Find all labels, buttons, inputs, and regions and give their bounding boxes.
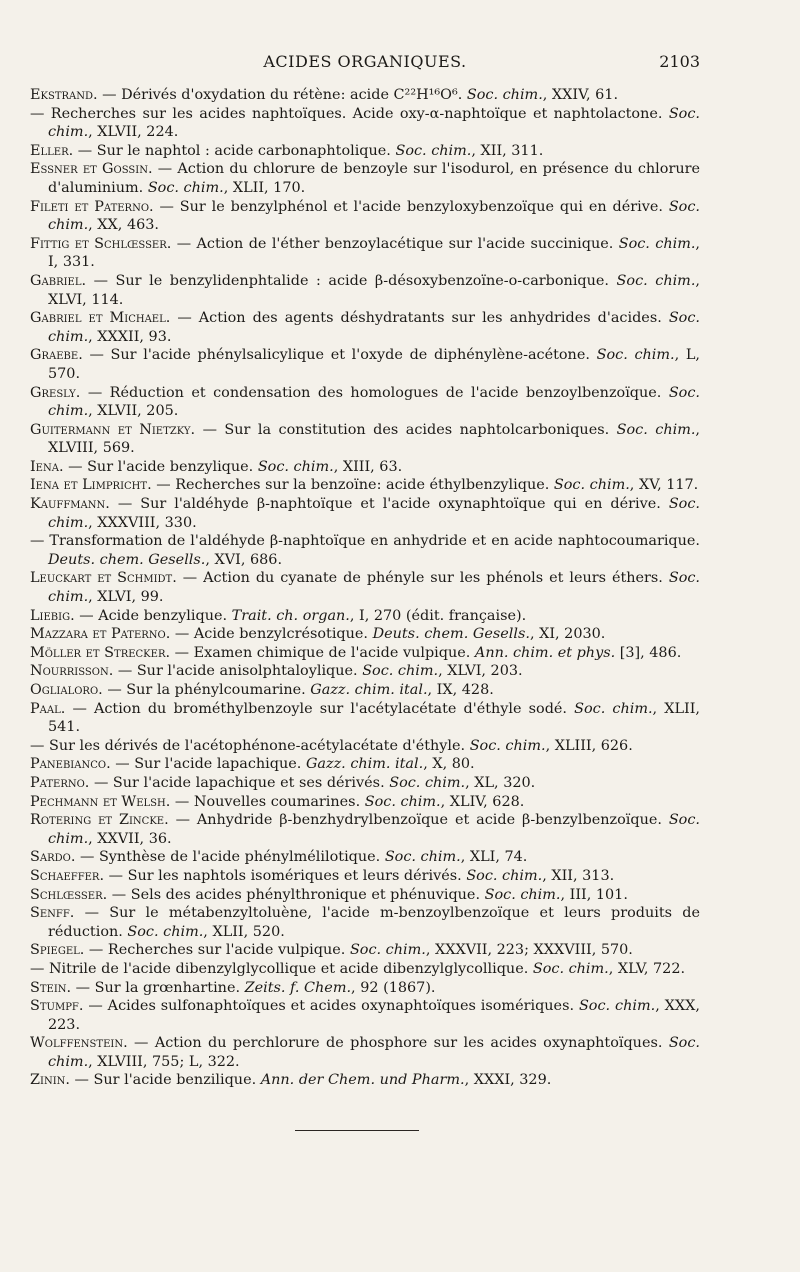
entry-reference: , XII, 313. (542, 867, 615, 884)
page-number: 2103 (659, 52, 700, 71)
entry-journal: Soc. chim. (349, 942, 426, 959)
bibliography-entry (30, 662, 700, 681)
entry-title: — Dérivés d'oxydation du rétène: acide C²²H¹⁶O⁶. (97, 87, 467, 103)
entry-reference: , XLVI, 114. (48, 272, 700, 308)
entry-title: — Anhydride β-benzhydrylbenzoïque et acide β-benzylbenzoïque. (168, 812, 669, 829)
bibliography-entry (30, 737, 700, 756)
entry-journal: Soc. chim. (48, 812, 700, 847)
entry-reference: , 92 (1867). (351, 979, 436, 996)
entry-journal: Ann. chim. et phys. (474, 644, 616, 661)
bibliography-entry (30, 105, 700, 142)
bibliography-entry (30, 458, 700, 477)
entry-author: Panebianco. (30, 756, 111, 773)
entry-journal: Trait. ch. organ. (231, 607, 350, 624)
entry-journal: Soc. chim. (362, 663, 439, 680)
entry-journal: Soc. chim. (48, 496, 700, 531)
entry-journal: Soc. chim. (48, 198, 700, 234)
entry-title: — Sur l'acide lapachique et ses dérivés. (89, 774, 390, 791)
entry-title: — Action des agents déshydratants sur les anhydrides d'acides. (170, 310, 669, 327)
bibliography-entry (30, 532, 700, 569)
entry-journal: Soc. chim. (553, 477, 630, 494)
entry-journal: Gazz. chim. ital. (305, 756, 424, 773)
entry-author: Fileti et Paterno. (30, 198, 154, 215)
entry-journal: Soc. chim. (48, 384, 700, 420)
bibliography-entry (30, 272, 700, 309)
bibliography-entry (30, 867, 700, 886)
entry-journal: Soc. chim. (616, 272, 696, 289)
entry-journal: Gazz. chim. ital. (310, 682, 428, 698)
entry-reference: , XXXVIII, 330. (88, 514, 197, 531)
entry-author: Oglialoro. (30, 682, 103, 698)
entry-title: — Sur la grœnhartine. (71, 979, 245, 996)
bibliography-entry (30, 309, 700, 346)
entry-journal: Soc. chim. (616, 421, 696, 438)
entry-author: Wolffenstein. (30, 1035, 128, 1052)
entry-title: — Sur le métabenzyltoluène, l'acide m-benzoylbenzoïque et leurs produits de réduction. (48, 905, 700, 940)
entry-author: Graebe. (30, 347, 83, 364)
entry-author: Essner et Gossin. (30, 161, 153, 178)
bibliography-entry (30, 346, 700, 383)
entry-journal: Deuts. chem. Gesells. (372, 626, 530, 643)
entry-reference: , XLI, 74. (460, 849, 528, 866)
entry-reference: , XXXVII, 223; XXXVIII, 570. (425, 942, 633, 959)
bibliography-entry (30, 811, 700, 848)
entry-reference: , IX, 428. (427, 682, 494, 698)
entry-title: — Action du perchlorure de phosphore sur les acides oxynaphtoïques. (127, 1035, 669, 1052)
entry-author: Pechmann et Welsh. (30, 793, 171, 810)
entry-author: Leuckart et Schmidt. (30, 570, 177, 587)
entry-author: Fittig et Schlœsser. (30, 235, 172, 252)
entry-title: — Nouvelles coumarines. (170, 793, 365, 810)
entry-title: — Synthèse de l'acide phénylmélilotique. (75, 849, 385, 866)
entry-title: — Sur le naphtol : acide carbonaphtolique. (73, 142, 396, 159)
entry-journal: Deuts. chem. Gesells. (48, 551, 206, 568)
entry-title: — Sur l'acide benzilique. (69, 1072, 261, 1089)
bibliography-entry (30, 997, 700, 1034)
entry-title: — Acides sulfonaphtoïques et acides oxynaphtoïques isomériques. (83, 998, 579, 1015)
entry-title: — Sur les dérivés de l'acétophénone-acétylacétate d'éthyle. (30, 737, 470, 754)
bibliography-list (30, 86, 700, 1090)
bibliography-entry (30, 644, 700, 663)
entry-reference: , XLV, 722. (608, 960, 686, 977)
entry-journal: Soc. chim. (364, 793, 441, 810)
entry-author: Sardo. (30, 849, 76, 866)
bibliography-entry (30, 793, 700, 812)
entry-author: Schaeffer. (30, 867, 105, 884)
bibliography-entry (30, 904, 700, 941)
entry-reference: , I, 270 (édit. française). (349, 607, 527, 624)
entry-title: — Transformation de l'aldéhyde β-naphtoïque en anhydride et en acide naphtocoumarique. (30, 533, 700, 550)
bibliography-entry (30, 1071, 700, 1090)
bibliography-entry (30, 941, 700, 960)
bibliography-entry (30, 681, 700, 700)
entry-reference: , XXX, 223. (48, 998, 700, 1033)
entry-journal: Ann. der Chem. und Pharm. (260, 1072, 465, 1089)
bibliography-entry (30, 886, 700, 905)
entry-title: — Action du chlorure de benzoyle sur l'isodurol, en présence du chlorure d'aluminium. (48, 161, 700, 196)
entry-author: Zinin. (30, 1072, 70, 1089)
entry-reference: , XVI, 686. (205, 551, 283, 568)
entry-author: Stumpf. (30, 998, 84, 1015)
entry-author: Möller et Strecker. (30, 644, 171, 661)
entry-reference: , X, 80. (423, 756, 475, 773)
entry-reference: , XLIII, 626. (545, 737, 633, 754)
entry-reference: , XLVIII, 755; L, 322. (88, 1053, 240, 1070)
entry-author: Iena et Limpricht. (30, 477, 152, 494)
entry-author: Eller. (30, 142, 74, 159)
entry-title: — Sur l'acide phénylsalicylique et l'oxyde de diphénylène-acétone. (82, 347, 597, 364)
entry-reference: , XXVII, 36. (88, 830, 172, 847)
entry-title: — Sur la constitution des acides naphtolcarboniques. (195, 421, 617, 438)
entry-author: Gabriel et Michael. (30, 310, 171, 327)
entry-reference: , XLIV, 628. (440, 793, 525, 810)
bibliography-entry (30, 86, 700, 105)
bibliography-entry (30, 960, 700, 979)
page-header (30, 52, 700, 78)
bibliography-entry (30, 476, 700, 495)
entry-title: — Sur l'acide lapachique. (110, 756, 306, 773)
bibliography-entry (30, 700, 700, 737)
bibliography-entry (30, 625, 700, 644)
entry-journal: Soc. chim. (147, 179, 224, 196)
entry-reference: , XXIV, 61. (542, 87, 619, 103)
bibliography-entry (30, 979, 700, 998)
entry-author: Liebig. (30, 607, 75, 624)
entry-author: Iena. (30, 458, 64, 475)
entry-reference: , I, 331. (48, 235, 700, 271)
entry-reference: , XII, 311. (471, 142, 544, 159)
entry-reference: , XLII, 520. (203, 923, 285, 940)
entry-reference: , XIII, 63. (333, 458, 403, 475)
entry-reference: , XLII, 541. (48, 700, 700, 736)
entry-reference: , XLVII, 205. (88, 403, 179, 420)
entry-title: — Sur le benzylphénol et l'acide benzyloxybenzoïque qui en dérive. (153, 198, 669, 215)
bibliography-entry (30, 848, 700, 867)
entry-journal: Soc. chim. (484, 886, 561, 903)
entry-title: — Action du brométhylbenzoyle sur l'acétylacétate d'éthyle sodé. (65, 700, 575, 717)
entry-reference: , XI, 2030. (529, 626, 606, 643)
entry-reference: , XV, 117. (629, 477, 699, 494)
entry-reference: , XLII, 170. (223, 179, 306, 196)
entry-reference: , XXXI, 329. (464, 1072, 552, 1089)
bibliography-entry (30, 421, 700, 458)
running-title: ACIDES ORGANIQUES. (263, 52, 467, 71)
bibliography-entry (30, 384, 700, 421)
entry-journal: Soc. chim. (48, 570, 701, 606)
entry-author: Ekstrand. (30, 87, 98, 103)
entry-title: — Recherches sur les acides naphtoïques. Acide oxy-α-naphtoïque et naphtolactone. (30, 105, 669, 122)
bibliography-entry (30, 607, 700, 626)
bibliography-entry (30, 495, 700, 532)
entry-author: Gabriel. (30, 272, 87, 289)
entry-reference: , L, 570. (48, 347, 701, 382)
entry-author: Rotering et Zincke. (30, 812, 169, 829)
entry-reference: , III, 101. (560, 886, 628, 903)
entry-title: — Réduction et condensation des homologues de l'acide benzoylbenzoïque. (80, 384, 669, 401)
bibliography-entry (30, 142, 700, 161)
entry-journal: Soc. chim. (48, 1035, 700, 1070)
entry-title: — Nitrile de l'acide dibenzylglycollique et acide dibenzylglycollique. (30, 960, 533, 977)
entry-journal: Soc. chim. (466, 87, 543, 103)
entry-title: — Sur l'acide anisolphtaloylique. (113, 663, 363, 680)
entry-title: — Action du cyanate de phényle sur les phénols et leurs éthers. (176, 570, 669, 587)
entry-author: Stein. (30, 979, 72, 996)
entry-title: — Acide benzylcrésotique. (170, 626, 373, 643)
entry-journal: Soc. chim. (596, 347, 675, 364)
entry-title: — Sur les naphtols isomériques et leurs dérivés. (104, 867, 467, 884)
entry-title: — Sur le benzylidenphtalide : acide β-désoxybenzoïne-o-carbonique. (86, 272, 617, 289)
entry-title: — Acide benzylique. (74, 607, 232, 624)
entry-reference: , XL, 320. (465, 774, 536, 791)
entry-title: — Sur l'aldéhyde β-naphtoïque et l'acide oxynaphtoïque qui en dérive. (109, 496, 669, 513)
entry-author: Mazzara et Paterno. (30, 626, 171, 643)
entry-journal: Soc. chim. (469, 737, 546, 754)
entry-author: Nourrisson. (30, 663, 114, 680)
entry-title: — Sur la phénylcoumarine. (102, 682, 311, 698)
entry-journal: Soc. chim. (127, 923, 204, 940)
bibliography-entry (30, 160, 700, 197)
entry-title: — Examen chimique de l'acide vulpique. (170, 644, 475, 661)
entry-title: — Recherches sur la benzoïne: acide éthylbenzylique. (151, 477, 554, 494)
entry-journal: Soc. chim. (578, 998, 656, 1015)
entry-reference: , XXXII, 93. (88, 328, 172, 345)
entry-reference: , XLVII, 224. (88, 124, 179, 141)
end-rule (295, 1130, 419, 1131)
entry-reference: , XX, 463. (88, 217, 159, 234)
entry-author: Guitermann et Nietzky. (30, 421, 196, 438)
entry-title: — Sels des acides phénylthronique et phénuvique. (107, 886, 485, 903)
entry-author: Spiegel. (30, 942, 85, 959)
entry-journal: Soc. chim. (257, 458, 334, 475)
entry-reference: [3], 486. (615, 644, 682, 661)
entry-reference: , XLVIII, 569. (48, 421, 700, 457)
bibliography-entry (30, 198, 700, 235)
entry-journal: Soc. chim. (574, 700, 653, 717)
entry-journal: Zeits. f. Chem. (244, 979, 352, 996)
entry-author: Senff. (30, 905, 75, 922)
entry-title: — Action de l'éther benzoylacétique sur l'acide succinique. (171, 235, 619, 252)
bibliography-entry (30, 569, 700, 606)
bibliography-entry (30, 774, 700, 793)
entry-title: — Sur l'acide benzylique. (63, 458, 258, 475)
entry-journal: Soc. chim. (618, 235, 696, 252)
entry-journal: Soc. chim. (532, 960, 609, 977)
entry-title: — Recherches sur l'acide vulpique. (84, 942, 350, 959)
bibliography-entry (30, 235, 700, 272)
entry-journal: Soc. chim. (389, 774, 466, 791)
entry-journal: Soc. chim. (466, 867, 543, 884)
entry-journal: Soc. chim. (48, 310, 700, 345)
bibliography-entry (30, 755, 700, 774)
entry-author: Kauffmann. (30, 496, 110, 513)
entry-reference: , XLVI, 203. (438, 663, 523, 680)
entry-journal: Soc. chim. (395, 142, 472, 159)
entry-author: Paal. (30, 700, 66, 717)
bibliography-entry (30, 1034, 700, 1071)
entry-author: Schlœsser. (30, 886, 108, 903)
entry-reference: , XLVI, 99. (88, 589, 164, 606)
entry-journal: Soc. chim. (384, 849, 461, 866)
entry-author: Paterno. (30, 774, 90, 791)
entry-author: Gresly. (30, 384, 81, 401)
entry-journal: Soc. chim. (48, 105, 700, 141)
